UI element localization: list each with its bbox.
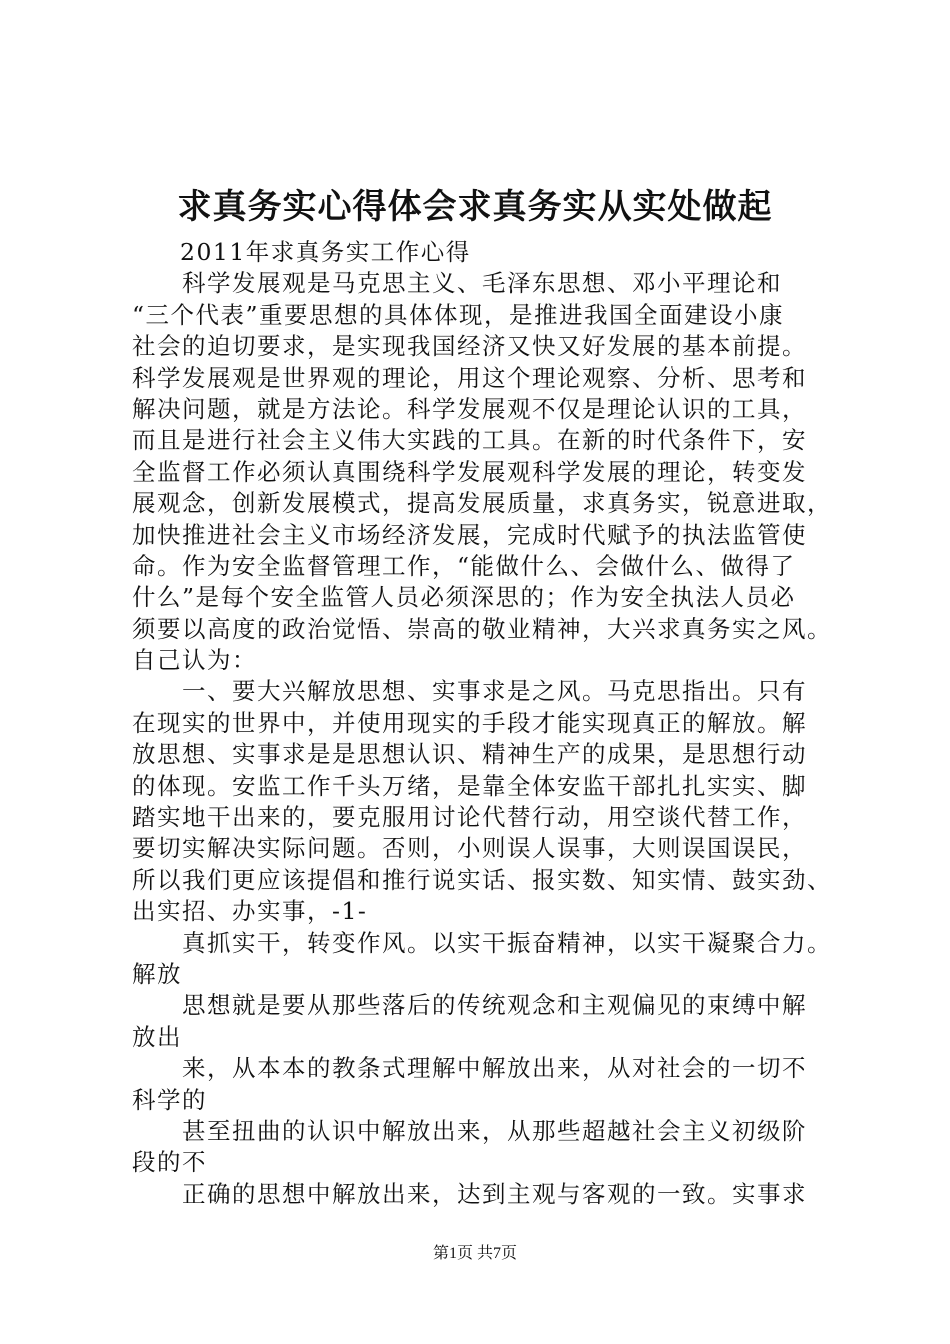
paragraph-line: 解放	[132, 959, 182, 988]
page-number-footer: 第1页 共7页	[432, 1245, 517, 1262]
paragraph-line: 加快推进社会主义市场经济发展，完成时代赋予的执法监管使	[132, 520, 807, 549]
paragraph-line: 科学发展观是世界观的理论，用这个理论观察、分析、思考和	[132, 363, 807, 392]
paragraph-line: 要切实解决实际问题。否则，小则误人误事，大则误国误民，	[132, 834, 807, 863]
paragraph-line: 科学发展观是马克思主义、毛泽东思想、邓小平理论和	[182, 269, 782, 298]
paragraph-line: 思想就是要从那些落后的传统观念和主观偏见的束缚中解	[182, 991, 807, 1020]
subtitle-line: 2011年求真务实工作心得	[180, 238, 471, 266]
paragraph-line: 的体现。安监工作千头万绪，是靠全体安监干部扎扎实实、脚	[132, 771, 807, 800]
paragraph-line: 段的不	[132, 1148, 207, 1177]
paragraph-line: 命。作为安全监督管理工作，“能做什么、会做什么、做得了	[132, 551, 796, 580]
paragraph-line: 在现实的世界中，并使用现实的手段才能实现真正的解放。解	[132, 708, 807, 737]
paragraph-line: 什么”是每个安全监管人员必须深思的；作为安全执法人员必	[132, 583, 796, 612]
paragraph-line: 科学的	[132, 1085, 207, 1114]
paragraph-line: 展观念，创新发展模式，提高发展质量，求真务实，锐意进取，	[132, 489, 832, 518]
paragraph-line: 全监督工作必须认真围绕科学发展观科学发展的理论，转变发	[132, 457, 807, 486]
paragraph-line: 放出	[132, 1022, 182, 1051]
paragraph-line: 踏实地干出来的，要克服用讨论代替行动，用空谈代替工作，	[132, 803, 807, 832]
paragraph-line: 真抓实干，转变作风。以实干振奋精神，以实干凝聚合力。	[182, 928, 832, 957]
paragraph-line: 须要以高度的政治觉悟、崇高的敬业精神，大兴求真务实之风。	[132, 614, 832, 643]
paragraph-line: 而且是进行社会主义伟大实践的工具。在新的时代条件下，安	[132, 426, 807, 455]
document-body	[132, 237, 852, 1210]
paragraph-line: 正确的思想中解放出来，达到主观与客观的一致。实事求	[182, 1179, 807, 1208]
paragraph-line: 出实招、办实事，-1-	[132, 897, 368, 926]
paragraph-line: 所以我们更应该提倡和推行说实话、报实数、知实情、鼓实劲、	[132, 865, 832, 894]
paragraph-line: 放思想、实事求是是思想认识、精神生产的成果，是思想行动	[132, 740, 807, 769]
document-title: 求真务实心得体会求真务实从实处做起	[177, 187, 773, 227]
paragraph-line: 自己认为：	[132, 646, 257, 675]
paragraph-line: 解决问题，就是方法论。科学发展观不仅是理论认识的工具，	[132, 394, 807, 423]
paragraph-line: 甚至扭曲的认识中解放出来，从那些超越社会主义初级阶	[182, 1116, 807, 1145]
paragraph-line: 一、要大兴解放思想、实事求是之风。马克思指出。只有	[182, 677, 807, 706]
paragraph-line: 社会的迫切要求，是实现我国经济又快又好发展的基本前提。	[132, 332, 807, 361]
paragraph-line: “三个代表”重要思想的具体体现，是推进我国全面建设小康	[132, 300, 785, 329]
paragraph-line: 来，从本本的教条式理解中解放出来，从对社会的一切不	[182, 1054, 807, 1083]
